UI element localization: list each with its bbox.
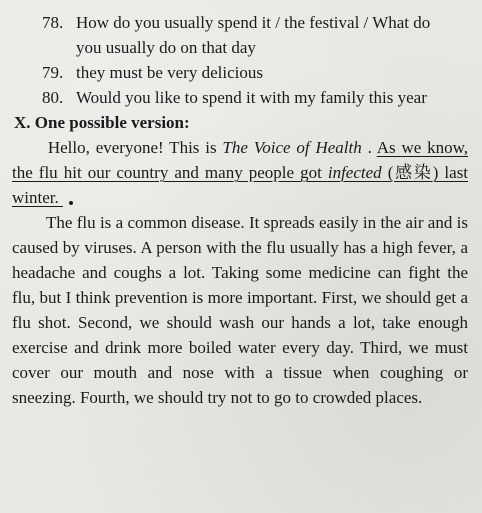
answer-item-80	[12, 85, 468, 110]
answer-number: 80.	[42, 88, 64, 107]
answer-text: Would you like to spend it with my family this year	[76, 88, 427, 107]
chinese-gloss: (感染)	[387, 163, 439, 182]
paragraph-1-text-b: .	[367, 138, 377, 157]
section-title: X. One possible version:	[14, 113, 190, 132]
answer-text: they must be very delicious	[76, 63, 263, 82]
underlined-text-1: As we know, the flu hit our country and many people got	[12, 138, 469, 182]
paragraph-2	[12, 210, 468, 410]
bullet-dot-icon	[69, 201, 73, 205]
answer-item-78	[12, 10, 468, 60]
underlined-text-2: last winter.	[12, 163, 469, 207]
answer-number: 78.	[42, 13, 64, 32]
answer-text: How do you usually spend it / the festival / What do you usually do on that day	[76, 13, 431, 57]
paragraph-2-text: The flu is a common disease. It spreads easily in the air and is caused by viruses. A person with the flu usually has a high fever, a headache and coughs a lot. Taking some medicine can fight the flu, but I think prevention is more important. First, we should get a flu shot. Second, we should wash our hands a lot, take enough exercise and drink more boiled water every day. Third, we must cover our mouth and nose with a tissue when coughing or sneezing. Fourth, we should try not to go to crowded places.	[12, 213, 468, 407]
answer-item-79	[12, 60, 468, 85]
paragraph-1-text-a: Hello, everyone! This is	[47, 138, 223, 157]
answer-number: 79.	[42, 63, 64, 82]
paragraph-1	[12, 135, 468, 210]
answer-list	[12, 10, 468, 110]
infected-word: infected	[327, 163, 382, 182]
show-title: The Voice of Health	[222, 138, 362, 157]
